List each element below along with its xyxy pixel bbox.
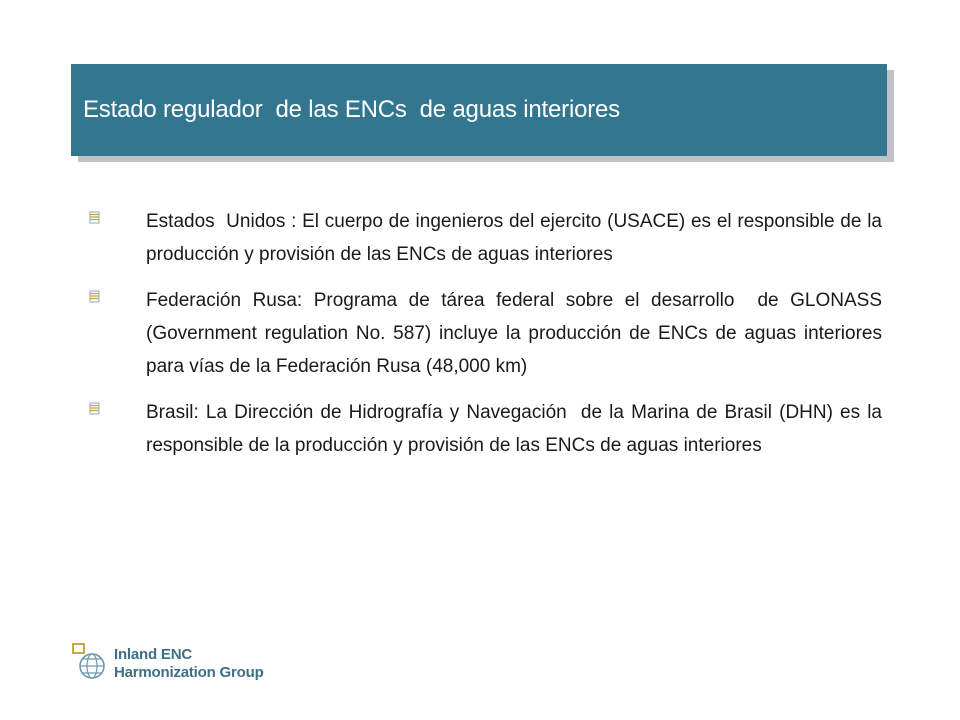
bullet-text: Federación Rusa: Programa de tárea federal sobre el desarrollo de GLONASS (Government regulation No. 587) incluye la producción de ENCs de aguas interiores para vías de la Federación Rusa (48,000 km) [146, 290, 888, 377]
bullet-text: Estados Unidos : El cuerpo de ingenieros del ejercito (USACE) es el responsible de la producción y provisión de las ENCs de aguas interiores [146, 211, 888, 265]
list-item [88, 205, 888, 271]
logo [72, 642, 272, 682]
list-item [88, 284, 888, 383]
bullet-list [88, 205, 888, 475]
logo-text-line1: Inland ENC [114, 646, 193, 663]
page-title: Estado regulador de las ENCs de aguas interiores [83, 96, 620, 123]
document-icon [88, 290, 102, 304]
globe-icon [72, 642, 108, 682]
bullet-text: Brasil: La Dirección de Hidrografía y Navegación de la Marina de Brasil (DHN) es la responsible de la producción y provisión de las ENCs de aguas interiores [146, 402, 888, 456]
logo-text-line2: Harmonization Group [114, 664, 264, 681]
list-item [88, 396, 888, 462]
document-icon [88, 211, 102, 225]
document-icon [88, 402, 102, 416]
title-bar [71, 64, 887, 156]
